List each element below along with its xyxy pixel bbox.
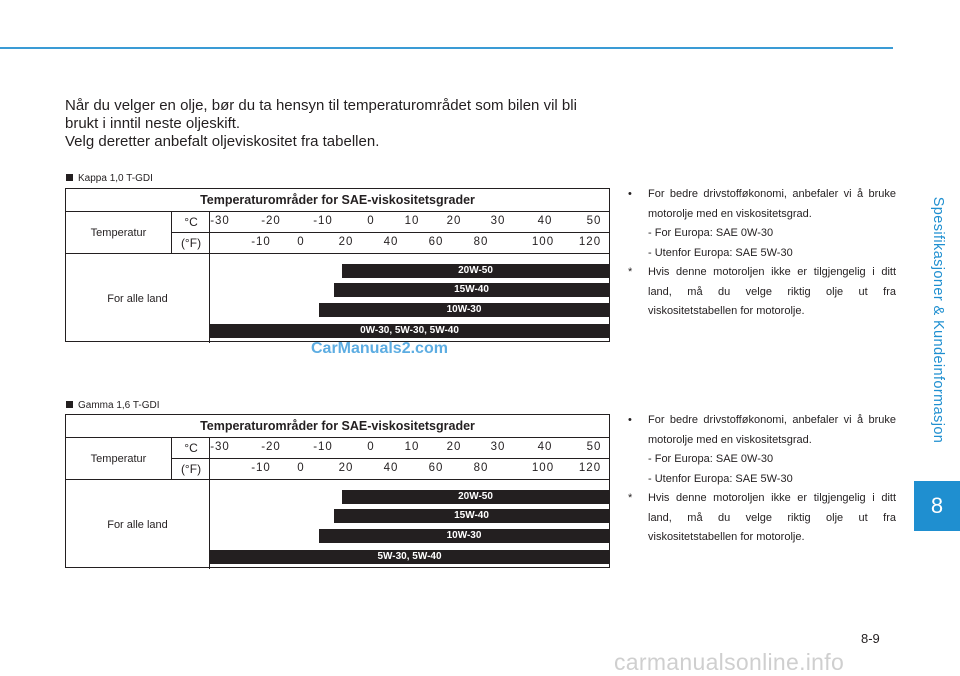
celsius-tick: 0 — [367, 441, 375, 453]
grade-bar-5w30-5w40: 5W-30, 5W-40 — [210, 550, 609, 564]
fahrenheit-tick: 100 — [531, 236, 555, 248]
celsius-tick: 30 — [490, 441, 506, 453]
celsius-tick: 30 — [490, 215, 506, 227]
model-name: Gamma 1,6 T-GDI — [78, 400, 160, 411]
model-label-kappa — [66, 173, 153, 184]
model-label-gamma — [66, 400, 160, 411]
celsius-tick: -30 — [210, 215, 230, 227]
celsius-tick: 40 — [537, 441, 553, 453]
fahrenheit-tick: 40 — [383, 462, 399, 474]
note-bullet — [624, 411, 896, 450]
fahrenheit-tick: 0 — [297, 236, 305, 248]
celsius-tick: 10 — [404, 441, 420, 453]
fahrenheit-tick: 0 — [297, 462, 305, 474]
intro-line-1: Når du velger en olje, bør du ta hensyn til temperaturområdet som bilen vil bli — [65, 97, 577, 114]
region-label: For alle land — [66, 480, 210, 569]
model-name: Kappa 1,0 T-GDI — [78, 173, 153, 184]
grade-bar-15w40: 15W-40 — [334, 283, 609, 297]
asterisk-mark: * — [628, 492, 633, 504]
bullet-mark: • — [628, 188, 632, 200]
grade-bar-10w30: 10W-30 — [319, 529, 609, 543]
chapter-number-box[interactable]: 8 — [914, 481, 960, 531]
fahrenheit-tick: 80 — [473, 462, 489, 474]
celsius-scale — [210, 438, 610, 458]
celsius-tick: -20 — [261, 441, 281, 453]
celsius-tick: 20 — [446, 441, 462, 453]
fahrenheit-tick: 120 — [578, 236, 602, 248]
celsius-unit: °C — [171, 212, 210, 233]
fahrenheit-scale — [210, 233, 610, 253]
note-europe: - For Europa: SAE 0W-30 — [648, 227, 774, 239]
celsius-scale — [210, 212, 610, 232]
bullet-mark: • — [628, 414, 632, 426]
intro-line-2: brukt i inntil neste oljeskift. — [65, 115, 241, 132]
temperature-scale-row — [66, 212, 609, 254]
celsius-tick: -30 — [210, 441, 230, 453]
temperature-label: Temperatur — [90, 452, 147, 465]
celsius-tick: 40 — [537, 215, 553, 227]
chapter-side-tab-label: Spesifikasjoner & Kundeinformasjon — [930, 196, 946, 444]
note-asterisk-text: Hvis denne motoroljen ikke er tilgjengelig i ditt land, må du velge riktig olje ut fra viskositetstabellen for motorolje. — [648, 492, 896, 543]
intro-text — [65, 97, 625, 151]
temperature-label: Temperatur — [90, 226, 147, 239]
temperature-scale-row — [66, 438, 609, 480]
grade-bar-15w40: 15W-40 — [334, 509, 609, 523]
note-outside-europe: - Utenfor Europa: SAE 5W-30 — [648, 472, 793, 485]
celsius-tick: -20 — [261, 215, 281, 227]
note-asterisk — [624, 489, 896, 548]
grade-bar-0w30-5w30-5w40: 0W-30, 5W-30, 5W-40 — [210, 324, 609, 338]
square-bullet-icon — [66, 174, 73, 181]
note-bullet-text: For bedre drivstofføkonomi, anbefaler vi å bruke motorolje med en viskositetsgrad. — [648, 414, 896, 446]
note-europe: - For Europa: SAE 0W-30 — [648, 453, 774, 465]
fahrenheit-tick: -10 — [251, 236, 271, 248]
header-rule — [0, 47, 893, 49]
footer-watermark: carmanualsonline.info — [614, 649, 845, 675]
celsius-tick: -10 — [313, 215, 333, 227]
celsius-tick: 20 — [446, 215, 462, 227]
square-bullet-icon — [66, 401, 73, 408]
notes-kappa — [624, 185, 896, 322]
table-header: Temperaturområder for SAE-viskositetsgrader — [66, 415, 609, 438]
celsius-tick: 50 — [586, 441, 602, 453]
fahrenheit-tick: 60 — [428, 462, 444, 474]
fahrenheit-tick: -10 — [251, 462, 271, 474]
fahrenheit-tick: 100 — [531, 462, 555, 474]
chapter-side-tab[interactable] — [928, 165, 948, 475]
fahrenheit-unit: (°F) — [171, 233, 210, 253]
celsius-tick: 50 — [586, 215, 602, 227]
fahrenheit-tick: 20 — [338, 462, 354, 474]
viscosity-table-gamma — [65, 414, 610, 568]
note-outside-europe: - Utenfor Europa: SAE 5W-30 — [648, 246, 793, 259]
celsius-tick: 10 — [404, 215, 420, 227]
celsius-tick: 0 — [367, 215, 375, 227]
note-bullet-text: For bedre drivstofføkonomi, anbefaler vi å bruke motorolje med en viskositetsgrad. — [648, 188, 896, 220]
note-asterisk — [624, 263, 896, 322]
celsius-tick: -10 — [313, 441, 333, 453]
fahrenheit-tick: 20 — [338, 236, 354, 248]
fahrenheit-tick: 40 — [383, 236, 399, 248]
notes-gamma — [624, 411, 896, 548]
fahrenheit-unit: (°F) — [171, 459, 210, 479]
watermark: CarManuals2.com — [311, 340, 448, 357]
page-number: 8-9 — [861, 631, 880, 646]
grade-bar-20w50: 20W-50 — [342, 490, 609, 504]
grade-bar-10w30: 10W-30 — [319, 303, 609, 317]
table-header: Temperaturområder for SAE-viskositetsgrader — [66, 189, 609, 212]
grades-row — [66, 480, 609, 569]
note-bullet — [624, 185, 896, 224]
celsius-unit: °C — [171, 438, 210, 459]
fahrenheit-tick: 120 — [578, 462, 602, 474]
fahrenheit-tick: 60 — [428, 236, 444, 248]
fahrenheit-tick: 80 — [473, 236, 489, 248]
grade-bar-20w50: 20W-50 — [342, 264, 609, 278]
viscosity-table-kappa — [65, 188, 610, 342]
fahrenheit-scale — [210, 459, 610, 479]
region-label: For alle land — [66, 254, 210, 343]
grades-row — [66, 254, 609, 343]
intro-line-3: Velg deretter anbefalt oljeviskositet fra tabellen. — [65, 133, 380, 150]
note-asterisk-text: Hvis denne motoroljen ikke er tilgjengelig i ditt land, må du velge riktig olje ut fra viskositetstabellen for motorolje. — [648, 266, 896, 317]
asterisk-mark: * — [628, 266, 633, 278]
